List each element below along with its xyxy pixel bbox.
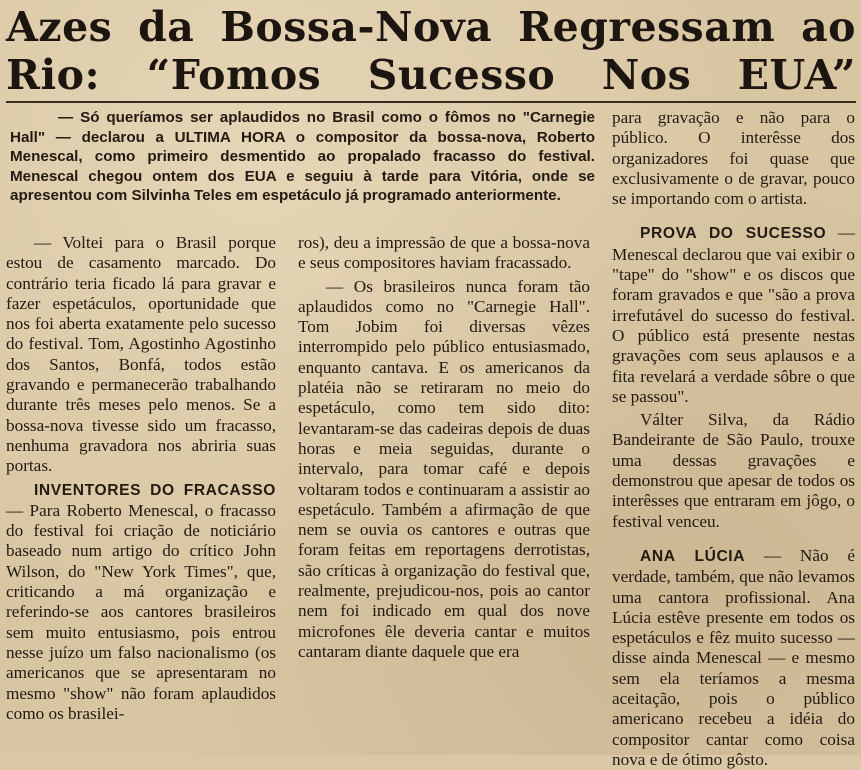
column-3-paragraph-3: Válter Silva, da Rádio Bandeirante de São Paulo, trouxe uma dessas gravações e demonstrou que apesar de todos os interêsses que entraram em jôgo, o festival venceu. — [612, 410, 855, 531]
article-column-1 — [6, 233, 276, 724]
column-3-paragraph-4-text: — Não é verdade, também, que não levamos uma cantora profissional. Ana Lúcia estêve presente em todos os espetáculos e fêz muito sucesso — disse ainda Menescal — e mesmo sem ela teríamos a mesma aceitação, pois o público americano recebeu a idéia do compositor cantar como coisa nova e de ótimo gôsto. — [612, 545, 855, 769]
column-2-paragraph-1: ros), deu a impressão de que a bossa-nova e seus compositores haviam fracassado. — [298, 233, 590, 273]
article-column-3 — [612, 108, 855, 770]
column-3-paragraph-2 — [612, 223, 855, 407]
column-1-paragraph-1: — Voltei para o Brasil porque estou de casamento marcado. Do contrário teria ficado lá para gravar e fazer espetáculos, oportunidade que nos foi aberta exatamente pelo sucesso do festival. Tom, Agostinho Agostinho dos Santos, Bonfá, todos estão gravando e permanecerão trabalhando durante três meses pelo menos. Se a bossa-nova tivesse sido um fracasso, nenhuma gravadora nos abriria suas portas. — [6, 233, 276, 476]
headline-line-2: Rio: “Fomos Sucesso Nos EUA” — [6, 51, 856, 99]
lead-text: — Só queríamos ser aplaudidos no Brasil como o fômos no "Carnegie Hall" — declarou a ULTIMA HORA o compositor da bossa-nova, Roberto Menescal, como primeiro desmentido ao propalado fracasso do festival. Menescal chegou ontem dos EUA e seguiu à tarde para Vitória, onde se apresentou com Silvinha Teles em espetáculo já programado anteriormente. — [10, 109, 595, 205]
subheading-ana-lucia: ANA LÚCIA — [640, 547, 746, 565]
column-2-paragraph-2: — Os brasileiros nunca foram tão aplaudidos como no "Carnegie Hall". Tom Jobim foi diversas vêzes interrompido pelo público entusiasmado, enquanto cantava. E os americanos da platéia não se retiraram no meio do espetáculo, como tem sido dito: levantaram-se das cadeiras depois de duas horas e meia seguidas, durante o intervalo, para tomar café e depois voltaram todos e continuaram a assistir ao espetáculo. Também a afirmação de que nem se ouvia os cantores e outras que foram feitas em reportagens derrotistas, são críticas à organização do festival que, realmente, prejudicou-nos, pois ao cantor nem foi indicado em qual dos nove microfones êle deveria cantar e muitos cantaram diante daquele que era — [298, 276, 590, 661]
subheading-prova-do-sucesso: PROVA DO SUCESSO — [640, 225, 827, 243]
column-3-paragraph-1: para gravação e não para o público. O interêsse dos organizadores foi quase que exclusivamente o de gravar, pouco se importando com o artista. — [612, 108, 855, 209]
headline-divider — [6, 101, 856, 103]
article-column-2 — [298, 233, 590, 662]
column-1-paragraph-2 — [6, 480, 276, 725]
subheading-inventores: INVENTORES DO FRACASSO — [34, 481, 276, 499]
column-3-paragraph-4 — [612, 546, 855, 770]
column-1-paragraph-2-text: — Para Roberto Menescal, o fracasso do festival foi criação de noticiário baseado num artigo do crítico John Wilson, do "New York Times", que, criticando a má organização e referindo-se aos cantores brasileiros sem muito entusiasmo, pois entrou nesse juízo um falso nacionalismo (os americanos que se apresentaram no mesmo "show" não foram aplaudidos como os brasilei- — [6, 500, 276, 723]
column-3-paragraph-2-text: — Menescal declarou que vai exibir o "tape" do "show" e os discos que foram gravados e que "são a prova irrefutável do sucesso do festival. O público está presente nestas gravações com seus aplausos e a fita revelará a verdade sôbre o que se passou". — [612, 223, 855, 406]
headline-line-1: Azes da Bossa-Nova Regressam ao — [6, 3, 856, 51]
lead-paragraph — [10, 108, 595, 206]
